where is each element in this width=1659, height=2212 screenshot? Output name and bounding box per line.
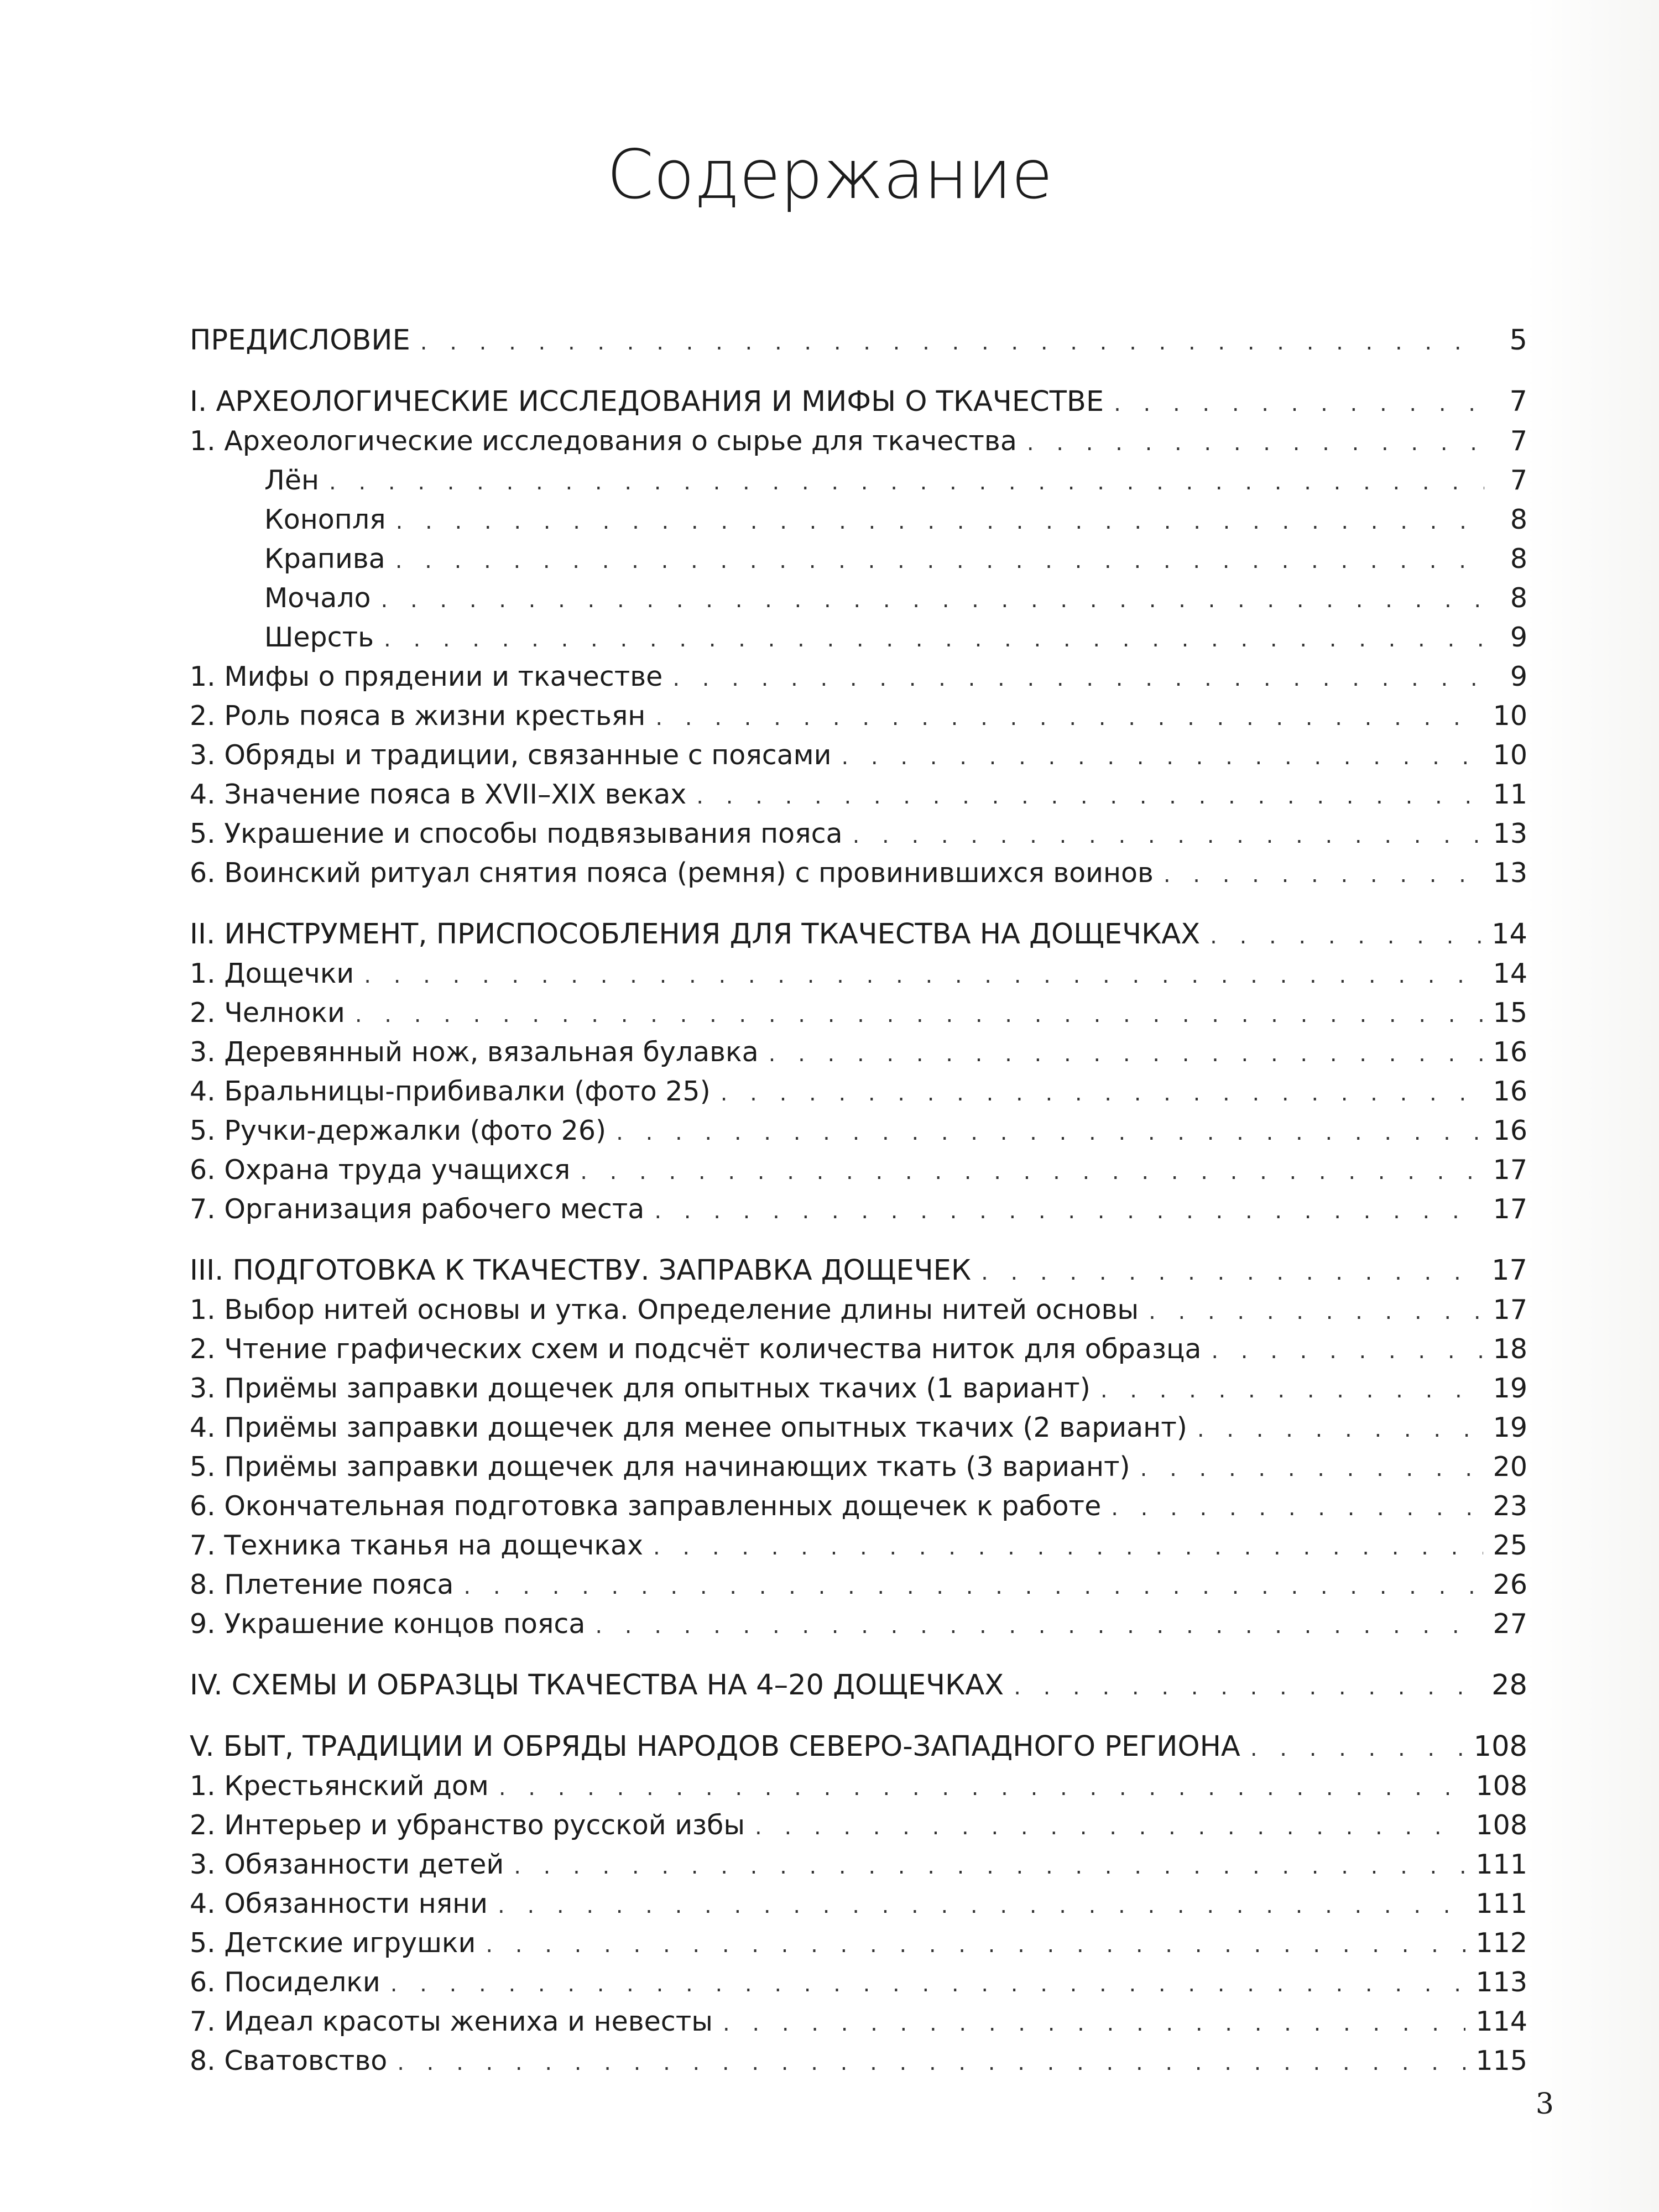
toc-entry-title: 3. Деревянный нож, вязальная булавка [190,1036,759,1068]
dot-leader [381,581,1484,620]
toc-entry-title: 8. Плетение пояса [190,1569,454,1600]
toc-entry [190,1565,1527,1604]
dot-leader [721,1074,1483,1113]
toc-entry [190,618,1527,657]
toc-entry-page: 5 [1509,324,1527,357]
page-title: Содержание [607,135,1052,214]
toc-entry [190,1032,1527,1072]
dot-leader [329,463,1484,502]
toc-entry [190,1150,1527,1190]
dot-leader [769,1035,1483,1074]
toc-entry-title: ПРЕДИСЛОВИЕ [190,324,410,357]
toc-entry-title: 3. Обязанности детей [190,1849,504,1880]
dot-leader [355,995,1483,1035]
dot-leader [1197,1410,1483,1449]
dot-leader [1210,917,1481,956]
toc-entry-page: 14 [1491,918,1527,951]
toc-entry-page: 19 [1493,1412,1527,1443]
toc-entry-title: 4. Приёмы заправки дощечек для менее опытных ткачих (2 вариант) [190,1412,1187,1443]
toc-entry-title: 6. Воинский ритуал снятия пояса (ремня) с провинившихся воинов [190,857,1154,889]
toc-entry-page: 11 [1493,779,1527,810]
dot-leader [486,1926,1465,1965]
toc-entry-title: 1. Археологические исследования о сырье для ткачества [190,425,1017,457]
table-of-contents [190,321,1527,2080]
toc-entry [190,1329,1527,1369]
dot-leader [364,956,1483,995]
dot-leader [696,777,1483,816]
toc-entry-title: 2. Интерьер и убранство русской избы [190,1809,745,1841]
toc-entry-page: 108 [1475,1770,1527,1802]
toc-entry [190,814,1527,853]
toc-entry [190,461,1527,500]
dot-leader [655,698,1483,738]
toc-section-heading [190,1666,1527,1705]
dot-leader [1211,1332,1483,1371]
toc-entry-page: 17 [1493,1294,1527,1326]
toc-entry-title: 8. Сватовство [190,2045,388,2077]
toc-section-heading [190,1251,1527,1290]
dot-leader [981,1253,1481,1292]
toc-entry-page: 108 [1475,1809,1527,1841]
toc-entry [190,539,1527,578]
toc-entry [190,696,1527,735]
toc-entry-title: 2. Челноки [190,997,345,1029]
toc-entry [190,1963,1527,2002]
section-gap [190,1705,1527,1727]
toc-entry-page: 9 [1510,622,1527,653]
toc-entry-page: 19 [1493,1373,1527,1404]
toc-entry-page: 16 [1493,1115,1527,1146]
dot-leader [390,1965,1466,2004]
dot-leader [654,1192,1483,1231]
toc-entry-title: 7. Техника тканья на дощечках [190,1530,643,1561]
dot-leader [463,1567,1483,1606]
dot-leader [1027,424,1484,463]
dot-leader [1140,1449,1483,1489]
toc-entry [190,775,1527,814]
dot-leader [498,1886,1465,1926]
page-number: 3 [1535,2088,1554,2121]
toc-entry-title: 1. Мифы о прядении и ткачестве [190,661,663,692]
toc-entry [190,578,1527,618]
dot-leader [395,541,1484,581]
toc-entry [190,657,1527,696]
toc-entry-title: 3. Приёмы заправки дощечек для опытных ткачих (1 вариант) [190,1373,1091,1404]
toc-entry-page: 8 [1510,582,1527,614]
toc-entry-title: 9. Украшение концов пояса [190,1608,586,1640]
section-gap [190,360,1527,382]
toc-entry-page: 16 [1493,1076,1527,1107]
dot-leader [1014,1668,1481,1707]
toc-entry-title: 5. Украшение и способы подвязывания пояса [190,818,843,849]
dot-leader [580,1152,1483,1192]
toc-entry [190,993,1527,1032]
toc-entry-title: 1. Выбор нитей основы и утка. Определение длины нитей основы [190,1294,1139,1326]
section-gap [190,1644,1527,1666]
toc-entry-page: 9 [1510,661,1527,692]
toc-entry-page: 27 [1493,1608,1527,1640]
toc-entry [190,1526,1527,1565]
toc-entry [190,1766,1527,1806]
toc-entry-title: 7. Идеал красоты жениха и невесты [190,2006,713,2037]
dot-leader [397,2043,1465,2083]
toc-entry-title: 4. Бральницы-прибивалки (фото 25) [190,1076,711,1107]
toc-entry-title: Мочало [264,582,371,614]
dot-leader [384,620,1484,659]
toc-entry-page: 113 [1475,1966,1527,1998]
toc-section-heading [190,382,1527,421]
toc-entry-title: 6. Посиделки [190,1966,380,1998]
toc-entry [190,1604,1527,1644]
toc-entry [190,1072,1527,1111]
toc-entry-page: 17 [1493,1193,1527,1225]
toc-entry-title: IV. СХЕМЫ И ОБРАЗЦЫ ТКАЧЕСТВА НА 4–20 ДОЩЕЧКАХ [190,1669,1004,1702]
toc-entry-page: 108 [1473,1730,1527,1763]
toc-entry-title: 5. Детские игрушки [190,1927,476,1959]
toc-entry [190,735,1527,775]
toc-entry-page: 10 [1493,739,1527,771]
dot-leader [514,1847,1465,1886]
toc-entry-title: 7. Организация рабочего места [190,1193,645,1225]
toc-entry-page: 25 [1493,1530,1527,1561]
toc-entry-page: 7 [1509,385,1527,418]
toc-section-heading [190,1727,1527,1766]
toc-entry-page: 8 [1510,504,1527,535]
dot-leader [420,323,1484,362]
toc-entry-title: Шерсть [264,622,374,653]
dot-leader [595,1606,1483,1646]
toc-entry [190,1190,1527,1229]
toc-entry-title: 5. Приёмы заправки дощечек для начинающих ткать (3 вариант) [190,1451,1130,1483]
toc-entry-page: 17 [1491,1254,1527,1287]
toc-entry-page: 23 [1493,1490,1527,1522]
toc-entry-title: 3. Обряды и традиции, связанные с поясами [190,739,832,771]
dot-leader [672,659,1484,698]
toc-entry [190,1290,1527,1329]
toc-entry-page: 13 [1493,818,1527,849]
dot-leader [1100,1371,1483,1410]
toc-section-heading [190,915,1527,954]
toc-entry-page: 112 [1475,1927,1527,1959]
toc-entry [190,954,1527,993]
toc-entry-page: 111 [1475,1888,1527,1919]
dot-leader [499,1768,1466,1808]
toc-entry [190,2041,1527,2080]
dot-leader [1114,384,1484,424]
dot-leader [1250,1729,1464,1768]
toc-entry [190,1369,1527,1408]
toc-entry-title: 4. Значение пояса в XVII–XIX веках [190,779,687,810]
toc-entry-page: 17 [1493,1154,1527,1186]
toc-entry-title: 6. Окончательная подготовка заправленных дощечек к работе [190,1490,1102,1522]
dot-leader [755,1808,1465,1847]
toc-entry [190,2002,1527,2041]
toc-entry-title: III. ПОДГОТОВКА К ТКАЧЕСТВУ. ЗАПРАВКА ДОЩЕЧЕК [190,1254,972,1287]
toc-entry-page: 111 [1475,1849,1527,1880]
toc-entry-page: 20 [1493,1451,1527,1483]
toc-entry-page: 7 [1510,465,1527,496]
dot-leader [653,1528,1483,1567]
toc-entry-title: 6. Охрана труда учащихся [190,1154,571,1186]
toc-entry [190,1806,1527,1845]
dot-leader [1164,855,1483,895]
toc-entry-page: 14 [1493,958,1527,989]
toc-entry-title: Конопля [264,504,386,535]
toc-entry-page: 13 [1493,857,1527,889]
toc-entry-title: Лён [264,465,320,496]
toc-entry-title: Крапива [264,543,385,575]
toc-entry [190,1884,1527,1923]
toc-section-heading [190,321,1527,360]
toc-entry [190,1845,1527,1884]
toc-entry [190,1486,1527,1526]
toc-entry-page: 28 [1491,1669,1527,1702]
dot-leader [853,816,1483,855]
toc-entry [190,1923,1527,1963]
toc-entry-title: V. БЫТ, ТРАДИЦИИ И ОБРЯДЫ НАРОДОВ СЕВЕРО-ЗАПАДНОГО РЕГИОНА [190,1730,1240,1763]
toc-entry-page: 114 [1475,2006,1527,2037]
toc-entry-page: 10 [1493,700,1527,732]
toc-entry [190,1408,1527,1447]
toc-entry-page: 16 [1493,1036,1527,1068]
toc-entry [190,421,1527,461]
dot-leader [842,738,1483,777]
dot-leader [616,1113,1483,1152]
dot-leader [1149,1292,1483,1332]
toc-entry-page: 115 [1475,2045,1527,2077]
toc-entry-page: 7 [1510,425,1527,457]
toc-entry-page: 15 [1493,997,1527,1029]
toc-entry [190,1111,1527,1150]
toc-entry-page: 18 [1493,1333,1527,1365]
dot-leader [723,2004,1466,2043]
toc-entry-title: 1. Дощечки [190,958,354,989]
toc-entry-title: 4. Обязанности няни [190,1888,488,1919]
dot-leader [1111,1489,1483,1528]
section-gap [190,1229,1527,1251]
toc-entry-title: II. ИНСТРУМЕНТ, ПРИСПОСОБЛЕНИЯ ДЛЯ ТКАЧЕСТВА НА ДОЩЕЧКАХ [190,918,1201,951]
toc-entry-title: 2. Чтение графических схем и подсчёт количества ниток для образца [190,1333,1202,1365]
toc-entry-title: 1. Крестьянский дом [190,1770,489,1802]
toc-entry-title: 5. Ручки-держалки (фото 26) [190,1115,607,1146]
toc-entry-page: 8 [1510,543,1527,575]
toc-entry-title: I. АРХЕОЛОГИЧЕСКИЕ ИССЛЕДОВАНИЯ И МИФЫ О ТКАЧЕСТВЕ [190,385,1104,418]
toc-entry [190,500,1527,539]
toc-entry [190,1447,1527,1486]
toc-entry-title: 2. Роль пояса в жизни крестьян [190,700,646,732]
toc-entry-page: 26 [1493,1569,1527,1600]
section-gap [190,893,1527,915]
toc-entry [190,853,1527,893]
dot-leader [396,502,1484,541]
